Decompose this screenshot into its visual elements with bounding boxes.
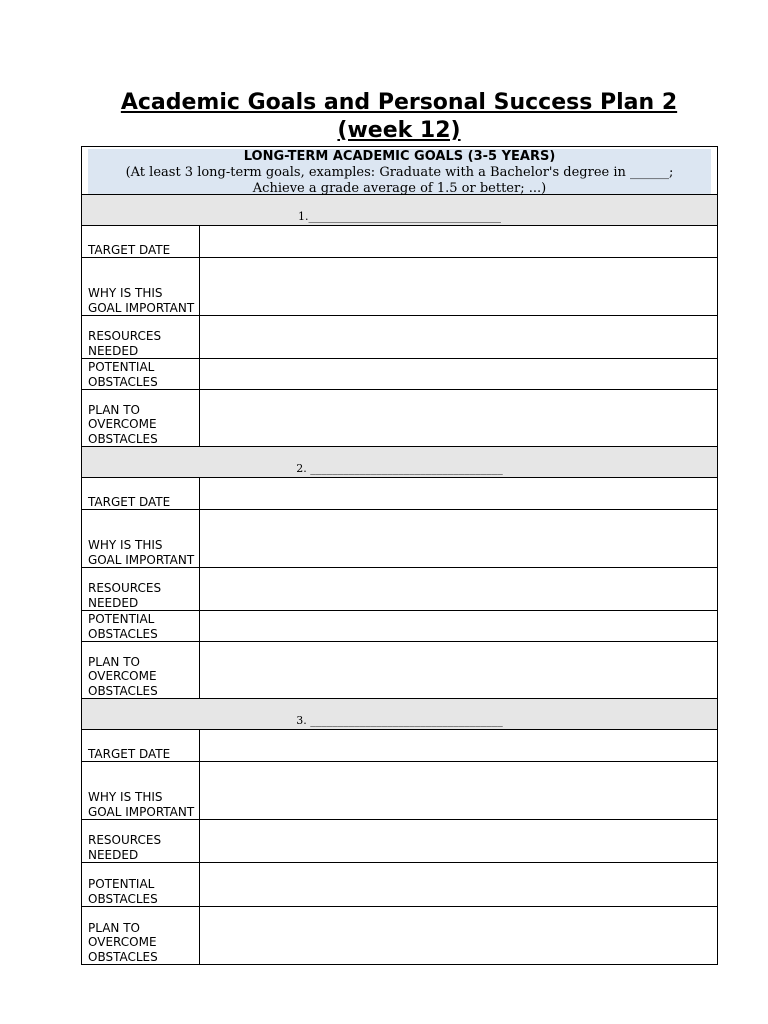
goal-1-heading-row [82,195,718,226]
goal-3-target-date-field[interactable] [200,730,718,762]
goal-3-obstacles-label: POTENTIAL OBSTACLES [82,863,200,907]
goal-2-plan-field[interactable] [200,642,718,699]
goal-1-plan-row [82,390,718,447]
goal-2-resources-label: RESOURCES NEEDED [82,568,200,611]
goal-2-why-field[interactable] [200,510,718,568]
goal-1-resources-row [82,316,718,359]
goal-2-resources-row [82,568,718,611]
goal-1-target-date-row [82,226,718,258]
section-instructions: (At least 3 long-term goals, examples: Graduate with a Bachelor's degree in ______; Achieve a grade average of 1.5 or better; ...) [125,165,674,196]
goal-3-why-label: WHY IS THIS GOAL IMPORTANT [82,762,200,820]
goal-3-why-row [82,762,718,820]
goal-2-heading-row [82,447,718,478]
goal-2-heading[interactable]: 2. ___________________________________ [82,447,718,478]
goal-3-resources-label: RESOURCES NEEDED [82,820,200,863]
goal-1-plan-field[interactable] [200,390,718,447]
goal-3-plan-field[interactable] [200,907,718,965]
goal-1-heading[interactable]: 1.___________________________________ [82,195,718,226]
section-header-row [82,147,718,195]
goal-3-why-field[interactable] [200,762,718,820]
section-heading: LONG-TERM ACADEMIC GOALS (3-5 YEARS) [243,149,556,164]
goal-1-obstacles-row [82,359,718,390]
section-header-cell [82,147,718,195]
goal-2-target-date-row [82,478,718,510]
goal-1-plan-label: PLAN TO OVERCOME OBSTACLES [82,390,200,447]
goal-2-plan-row [82,642,718,699]
goal-3-heading[interactable]: 3. ___________________________________ [82,699,718,730]
goal-1-obstacles-label: POTENTIAL OBSTACLES [82,359,200,390]
goal-2-resources-field[interactable] [200,568,718,611]
goal-3-plan-row [82,907,718,965]
goal-1-target-date-field[interactable] [200,226,718,258]
goal-2-obstacles-label: POTENTIAL OBSTACLES [82,611,200,642]
goal-3-plan-label: PLAN TO OVERCOME OBSTACLES [82,907,200,965]
goal-1-resources-field[interactable] [200,316,718,359]
goal-2-plan-label: PLAN TO OVERCOME OBSTACLES [82,642,200,699]
goal-3-resources-row [82,820,718,863]
goal-3-obstacles-field[interactable] [200,863,718,907]
goal-2-obstacles-field[interactable] [200,611,718,642]
goals-table [81,146,718,965]
goal-2-why-label: WHY IS THIS GOAL IMPORTANT [82,510,200,568]
goal-3-target-date-label: TARGET DATE [82,730,200,762]
goal-3-resources-field[interactable] [200,820,718,863]
goal-2-target-date-field[interactable] [200,478,718,510]
goal-1-why-label: WHY IS THIS GOAL IMPORTANT [82,258,200,316]
goal-1-resources-label: RESOURCES NEEDED [82,316,200,359]
goal-1-why-row [82,258,718,316]
page-title: Academic Goals and Personal Success Plan 2 (week 12) [120,90,678,143]
section-header-band [88,149,711,194]
goal-1-target-date-label: TARGET DATE [82,226,200,258]
goal-3-heading-row [82,699,718,730]
goal-2-why-row [82,510,718,568]
goal-3-target-date-row [82,730,718,762]
goal-1-obstacles-field[interactable] [200,359,718,390]
goal-1-why-field[interactable] [200,258,718,316]
goal-2-obstacles-row [82,611,718,642]
goal-2-target-date-label: TARGET DATE [82,478,200,510]
goal-3-obstacles-row [82,863,718,907]
